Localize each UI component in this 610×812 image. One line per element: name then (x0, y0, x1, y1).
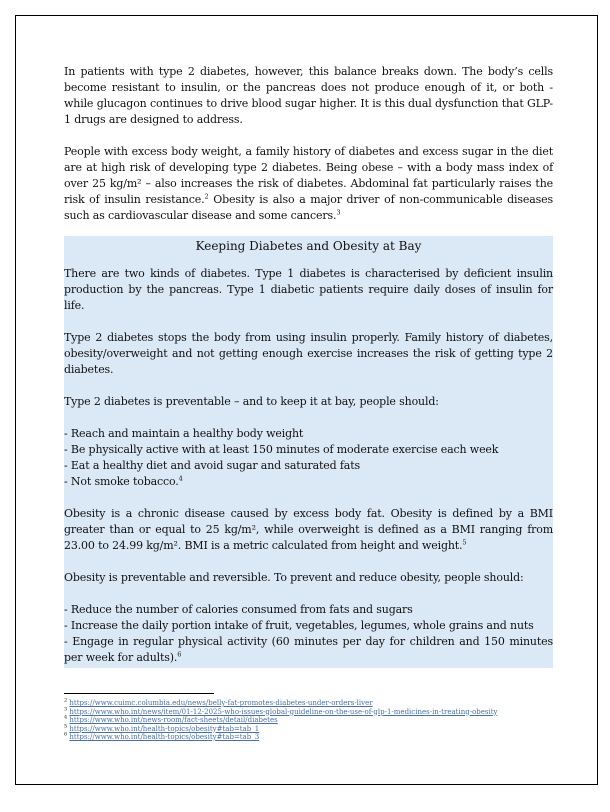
list-item: - Engage in regular physical activity (60 minutes per day for children and 150 minutes per week for adults).$^6$ (64, 635, 553, 664)
list-item: - Not smoke tobacco.$^4$ (64, 474, 183, 488)
footnote-ref-5[interactable]: 5 (462, 538, 467, 547)
footnote: $^6$ https://www.who.int/health-topics/obesity#tab=tab_3 (64, 731, 260, 741)
diabetes-prevention-list (64, 426, 553, 490)
footnote-ref-4[interactable]: 4 (178, 474, 183, 483)
footnote: $^2$ https://www.cuimc.columbia.edu/news/belly-fat-promotes-diabetes-under-orders-liver (64, 697, 373, 707)
footnote-link[interactable]: https://www.who.int/news-room/fact-sheets/detail/diabetes (69, 716, 278, 724)
list-item: - Reduce the number of calories consumed from fats and sugars (64, 603, 413, 616)
footnote-ref-3[interactable]: 3 (336, 208, 341, 217)
footnote: $^3$ https://www.who.int/news/item/01-12-2025-who-issues-global-guideline-on-the-use-of-glp-1-medicines-in-treating-obesity (64, 706, 498, 716)
box-paragraph-preventable: Type 2 diabetes is preventable – and to keep it at bay, people should: (64, 395, 439, 408)
footnote-link[interactable]: https://www.who.int/health-topics/obesity#tab=tab_1 (69, 724, 260, 733)
footnote: $^4$ https://www.who.int/news-room/fact-sheets/detail/diabetes (64, 714, 278, 724)
list-item: - Eat a healthy diet and avoid sugar and saturated fats (64, 459, 360, 472)
footnote-divider (64, 693, 214, 694)
intro-paragraph-2-text-b: Obesity is also a major driver of non-communicable diseases such as cardiovascular disease and some cancers. (64, 193, 553, 222)
footnote-link[interactable]: https://www.who.int/health-topics/obesity#tab=tab_3 (69, 733, 260, 741)
page-content (64, 64, 553, 742)
list-item: - Reach and maintain a healthy body weight (64, 427, 304, 440)
document-page (15, 15, 598, 785)
footnote-ref-2[interactable]: 2 (204, 192, 209, 201)
intro-paragraph-2-text-a: People with excess body weight, a family history of diabetes and excess sugar in the diet are at high risk of developing type 2 diabetes. Being obese – with a body mass index of over 25 kg/m² – also increases the risk of diabetes. Abdominal fat particularly raises the risk of insulin resistance. (64, 145, 553, 206)
list-item: - Increase the daily portion intake of fruit, vegetables, legumes, whole grains and nuts (64, 619, 534, 632)
box-paragraph-type2: Type 2 diabetes stops the body from using insulin properly. Family history of diabetes, obesity/overweight and not getting enough exercise increases the risk of getting type 2 diabetes. (64, 331, 553, 376)
footnote-ref-6[interactable]: 6 (177, 650, 182, 659)
box-paragraph-obesity-definition: Obesity is a chronic disease caused by excess body fat. Obesity is defined by a BMI greater than or equal to 25 kg/m², while overweight is defined as a BMI ranging from 23.00 to 24.99 kg/m². BMI is a metric calculated from height and weight.$^5$ (64, 507, 553, 552)
footnote-link[interactable]: https://www.cuimc.columbia.edu/news/belly-fat-promotes-diabetes-under-orders-liver (69, 699, 373, 707)
intro-paragraph-2 (64, 144, 553, 224)
intro-paragraph-1: In patients with type 2 diabetes, however, this balance breaks down. The body’s cells become resistant to insulin, or the pancreas does not produce enough of it, or both - while glucagon continues to drive blood sugar higher. It is this dual dysfunction that GLP-1 drugs are designed to address. (64, 65, 553, 126)
obesity-prevention-list (64, 602, 553, 666)
box-paragraph-diabetes-types: There are two kinds of diabetes. Type 1 diabetes is characterised by deficient insulin production by the pancreas. Type 1 diabetic patients require daily doses of insulin for life. (64, 267, 553, 312)
footnote: $^5$ https://www.who.int/health-topics/obesity#tab=tab_1 (64, 723, 260, 733)
box-paragraph-obesity-preventable: Obesity is preventable and reversible. To prevent and reduce obesity, people should: (64, 571, 524, 584)
footnote-link[interactable]: https://www.who.int/news/item/01-12-2025-who-issues-global-guideline-on-the-use-of-glp-1-medicines-in-treating-obesity (69, 707, 498, 716)
footnotes (64, 699, 553, 742)
info-box-title: Keeping Diabetes and Obesity at Bay (195, 239, 422, 253)
list-item: - Be physically active with at least 150 minutes of moderate exercise each week (64, 443, 499, 456)
info-box (64, 236, 553, 668)
